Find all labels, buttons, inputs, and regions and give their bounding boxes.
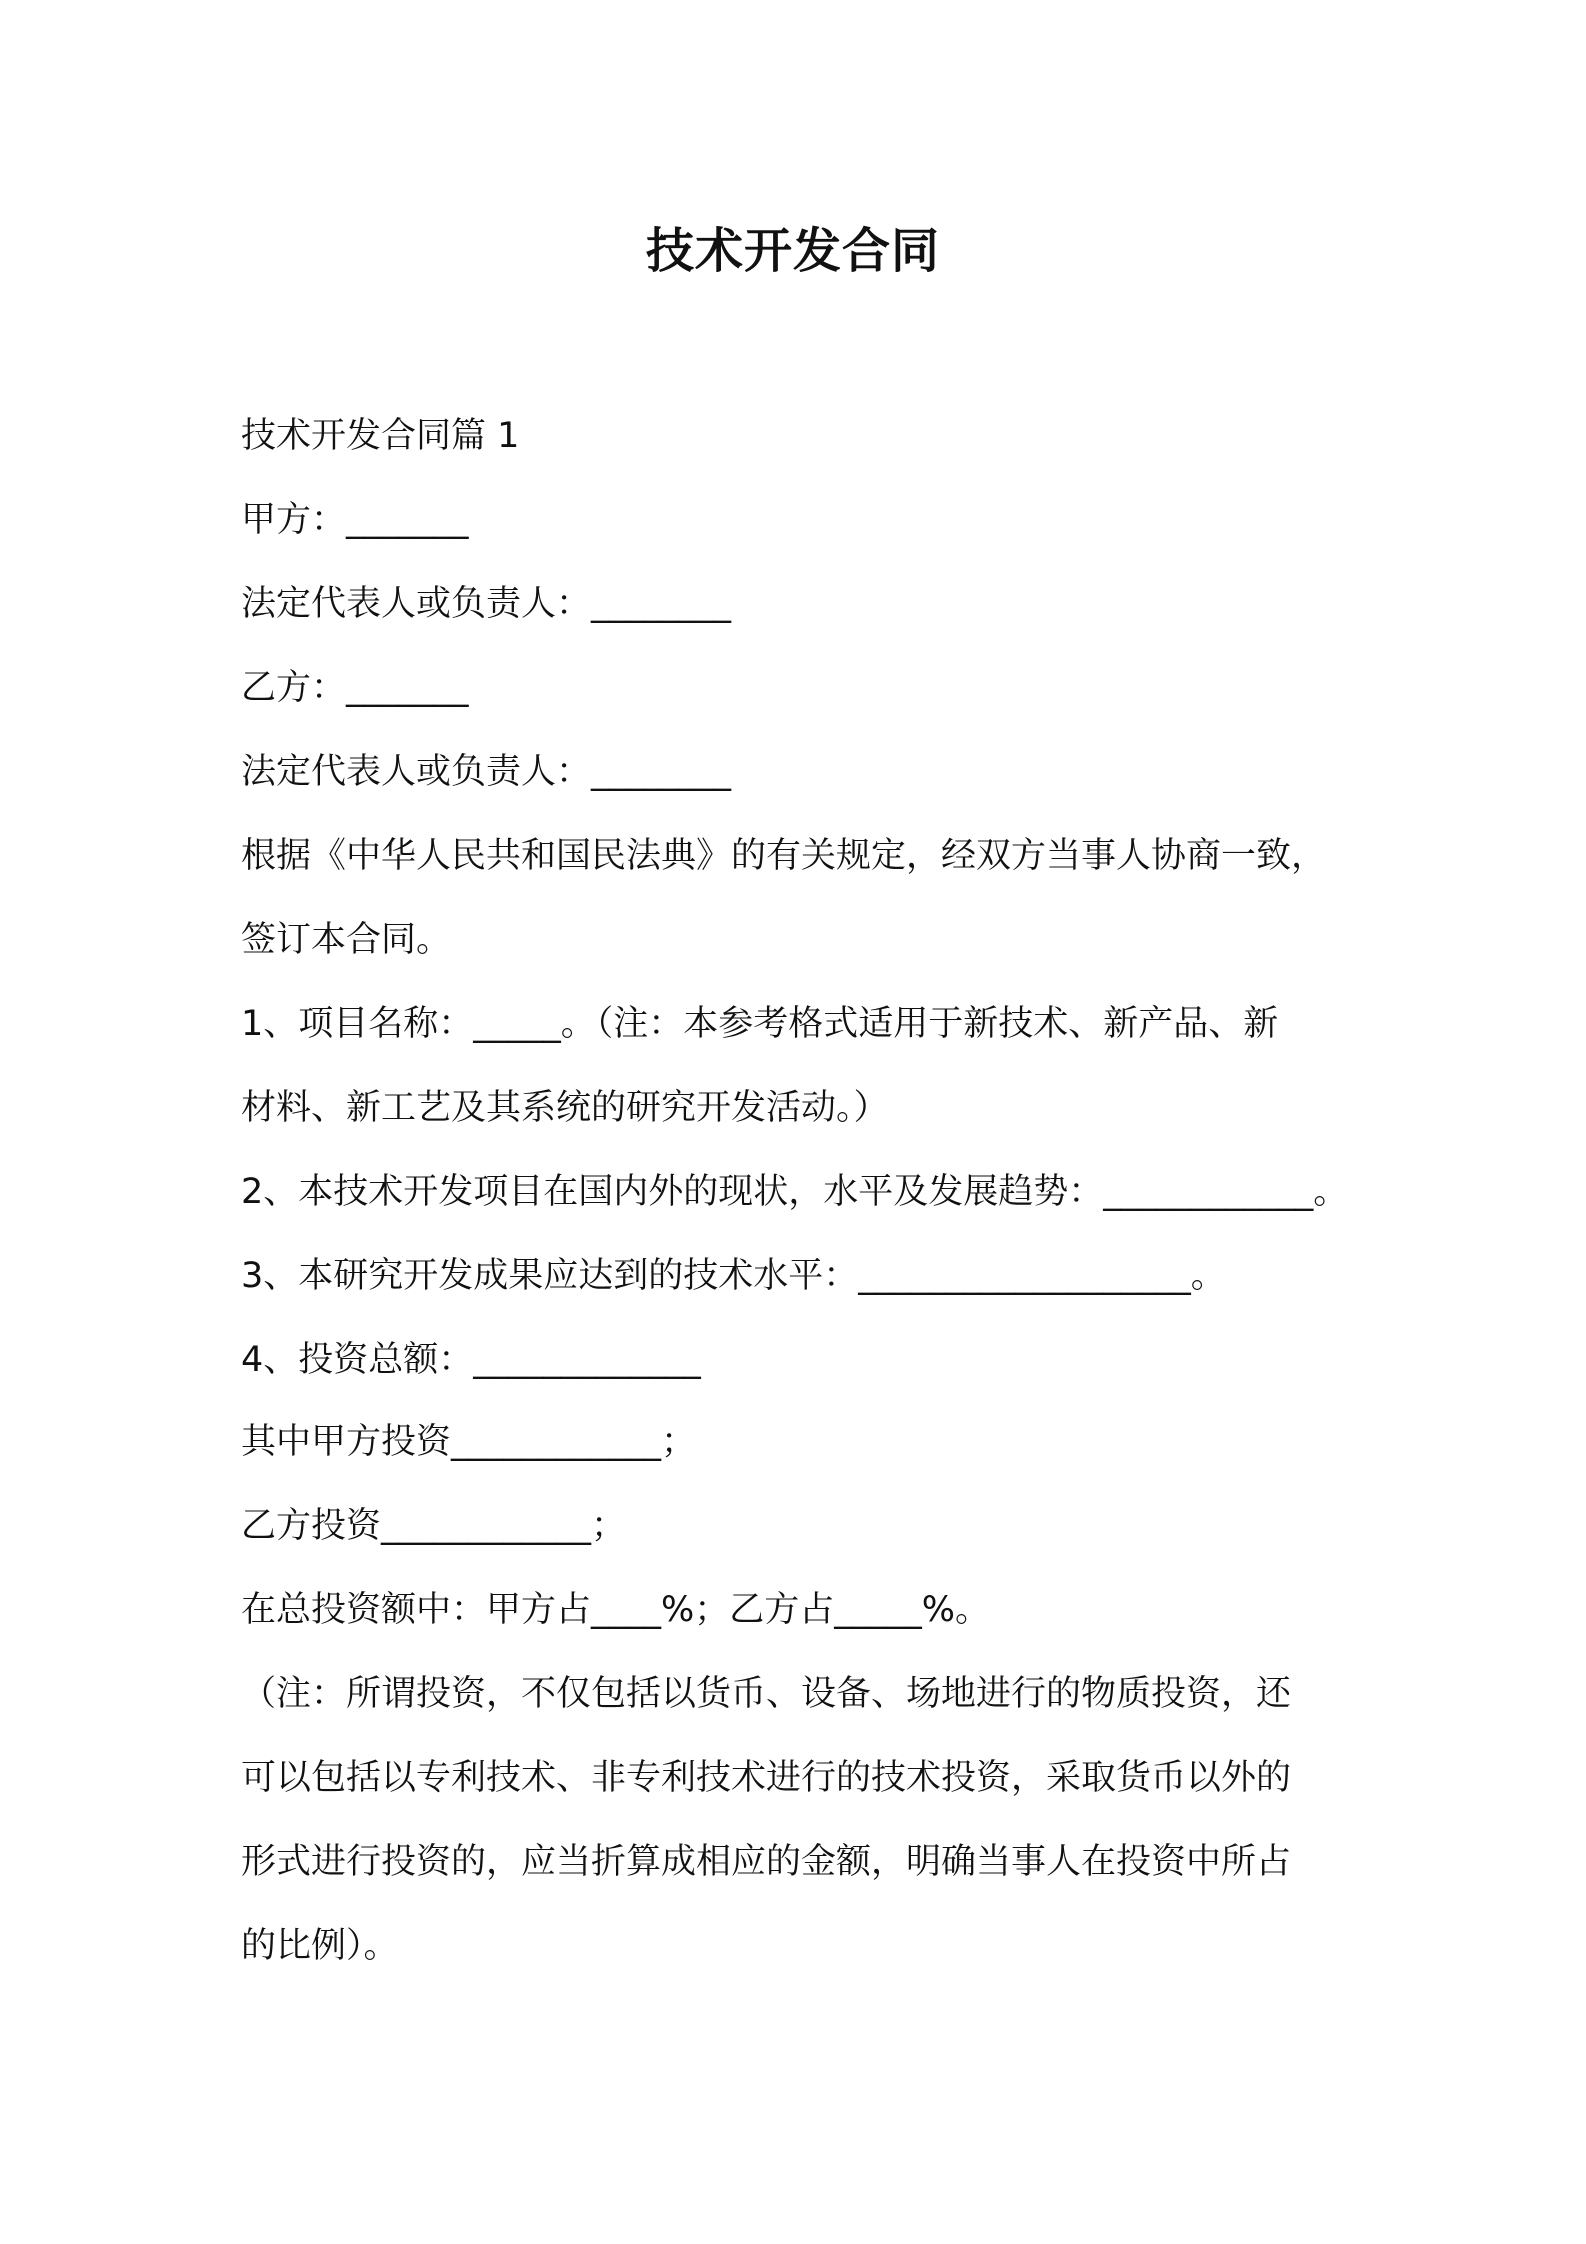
clause-2-line: 2、本技术开发项目在国内外的现状，水平及发展趋势：____________。 [241, 1172, 1349, 1212]
investment-share-line: 在总投资额中：甲方占____%；乙方占_____%。 [241, 1590, 991, 1630]
section-heading: 技术开发合同篇 1 [241, 416, 520, 456]
note-line-2: 可以包括以专利技术、非专利技术进行的技术投资，采取货币以外的 [241, 1758, 1292, 1798]
party-a-investment-line: 其中甲方投资____________； [241, 1422, 697, 1462]
party-b-line: 乙方：_______ [241, 668, 469, 708]
document-title: 技术开发合同 [645, 223, 940, 279]
clause-4-line: 4、投资总额：_____________ [241, 1340, 701, 1380]
party-b-investment-line: 乙方投资____________； [241, 1506, 627, 1546]
preamble-line-1: 根据《中华人民共和国民法典》的有关规定，经双方当事人协商一致， [241, 836, 1327, 876]
party-a-line: 甲方：_______ [241, 500, 469, 540]
note-line-3: 形式进行投资的，应当折算成相应的金额，明确当事人在投资中所占 [241, 1842, 1292, 1882]
party-a-representative-line: 法定代表人或负责人：________ [241, 584, 732, 624]
preamble-line-2: 签订本合同。 [241, 920, 452, 960]
clause-3-line: 3、本研究开发成果应达到的技术水平：___________________。 [241, 1256, 1226, 1296]
clause-1-line-2: 材料、新工艺及其系统的研究开发活动。） [241, 1088, 889, 1128]
party-b-representative-line: 法定代表人或负责人：________ [241, 752, 732, 792]
clause-1-line-1: 1、项目名称：_____。（注：本参考格式适用于新技术、新产品、新 [241, 1004, 1279, 1044]
note-line-4: 的比例）。 [241, 1926, 399, 1966]
note-line-1: （注：所谓投资，不仅包括以货币、设备、场地进行的物质投资，还 [241, 1674, 1292, 1714]
